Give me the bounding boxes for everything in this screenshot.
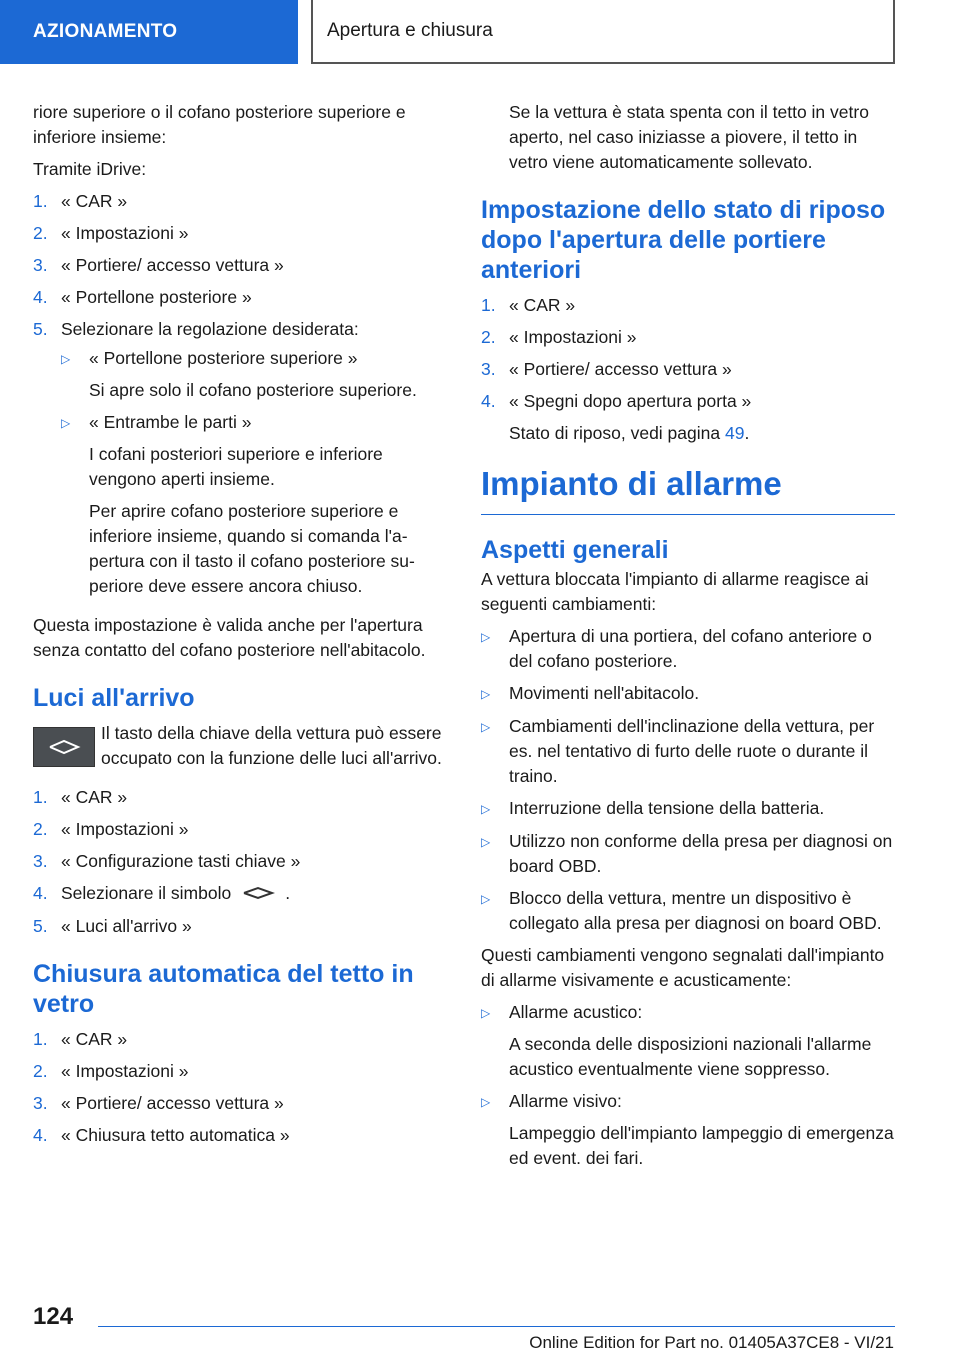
steps-list: [33, 785, 447, 939]
chapter-title: Apertura e chiusura: [327, 20, 493, 41]
paragraph: riore superiore o il cofano posteriore superiore e inferiore insieme:: [33, 102, 406, 147]
triangle-bullet-icon: ▷: [481, 1095, 491, 1109]
list-item: 1. « CAR »: [481, 295, 576, 315]
paragraph: A vettura bloccata l'impianto di allarme reagisce ai seguenti cambiamenti:: [481, 569, 869, 614]
list-item: 3. « Configurazione tasti chiave »: [33, 851, 301, 871]
list-item: 3. « Portiere/ accesso vettura »: [33, 255, 284, 275]
heading-chiusura: Chiusura automatica del tetto in vetro: [33, 959, 414, 1018]
lights-symbol-icon: [241, 882, 275, 907]
list-item: 4. « Portellone posteriore »: [33, 287, 252, 307]
list-item: 2. « Impostazioni »: [33, 1060, 189, 1081]
list-item: ▷ Utilizzo non conforme della presa per diagnosi on board OBD.: [481, 829, 895, 879]
steps-list: [481, 293, 895, 446]
list-item: 4. Selezionare il simbolo .: [33, 881, 447, 907]
list-item: 3. « Portiere/ accesso vettura »: [481, 359, 732, 379]
triangle-bullet-icon: ▷: [61, 416, 71, 430]
key-lights-icon: [33, 727, 95, 767]
list-item: ▷ Interruzione della tensione della batteria.: [481, 796, 895, 822]
list-item: ▷ Movimenti nell'abitacolo.: [481, 681, 895, 707]
triangle-bullet-icon: ▷: [61, 352, 71, 366]
list-item: ▷ Allarme acustico: A seconda delle disposizioni nazionali l'allarme acustico eventualmente viene soppresso.: [481, 1000, 895, 1082]
footer-divider: [98, 1326, 895, 1327]
heading-luci: Luci all'arrivo: [33, 684, 195, 712]
list-item: 2. « Impostazioni »: [33, 819, 189, 839]
triangle-bullet-icon: ▷: [481, 802, 491, 816]
triangle-bullet-icon: ▷: [481, 687, 491, 701]
alarms-list: [481, 1000, 895, 1171]
paragraph: Questi cambiamenti vengono segnalati dall'impianto di allarme visivamente e acusticamente:: [481, 945, 885, 990]
left-column: [33, 100, 447, 1155]
paragraph: Questa impostazione è valida anche per l'apertura senza contatto del cofano posteriore nell'abitacolo.: [33, 615, 426, 660]
paragraph: Se la vettura è stata spenta con il tetto in vetro aperto, nel caso iniziasse a piovere, il tetto in vetro viene automaticamente sollevato.: [509, 102, 869, 172]
steps-list: [33, 1027, 447, 1148]
steps-list: [33, 189, 447, 606]
list-item: ▷ « Entrambe le parti » I cofani posteriori superiore e inferiore vengono aperti insieme. Per aprire cofano posteriore superiore e inferiore insieme, quando si comanda l'apertura con il tasto il cofano posteriore superiore deve essere ancora chiuso.: [61, 410, 447, 599]
list-item: ▷ « Portellone posteriore superiore » Si apre solo il cofano posteriore superiore.: [61, 346, 447, 403]
section-tab: [0, 0, 298, 64]
list-item: 4. « Chiusura tetto automatica »: [33, 1124, 290, 1145]
list-item: 4. « Spegni dopo apertura porta » Stato di riposo, vedi pagina 49.: [481, 391, 752, 443]
triangle-bullet-icon: ▷: [481, 835, 491, 849]
triangle-bullet-icon: ▷: [481, 1006, 491, 1020]
list-item: 1. « CAR »: [33, 191, 128, 211]
list-item: 2. « Impostazioni »: [33, 223, 189, 243]
list-item: 5. « Luci all'arrivo »: [33, 915, 192, 936]
list-item: 1. « CAR »: [33, 787, 128, 807]
list-item: ▷ Allarme visivo: Lampeggio dell'impianto lampeggio di emergenza ed event. dei fari.: [481, 1089, 895, 1171]
list-item: 1. « CAR »: [33, 1028, 128, 1049]
list-item: 2. « Impostazioni »: [481, 327, 637, 347]
triangle-bullet-icon: ▷: [481, 892, 491, 906]
triangle-bullet-icon: ▷: [481, 630, 491, 644]
list-item: ▷ Cambiamenti dell'inclinazione della vettura, per es. nel tentativo di furto delle ruote o durante il traino.: [481, 714, 895, 789]
page-number: 124: [33, 1303, 74, 1330]
paragraph: Tramite iDrive:: [33, 159, 147, 179]
changes-list: [481, 624, 895, 936]
page-link[interactable]: 49: [724, 423, 745, 443]
right-column: [481, 100, 895, 1178]
list-item: ▷ Blocco della vettura, mentre un dispositivo è collegato alla presa per diagnosi on board OBD.: [481, 886, 895, 936]
list-item: 3. « Portiere/ accesso vettura »: [33, 1092, 284, 1113]
paragraph: Il tasto della chiave della vettura può essere occupato con la funzione delle luci all'arrivo.: [101, 723, 442, 768]
section-title: AZIONAMENTO: [33, 21, 178, 42]
triangle-bullet-icon: ▷: [481, 720, 491, 734]
heading-allarme: Impianto di allarme: [481, 464, 895, 515]
list-item: ▷ Apertura di una portiera, del cofano anteriore o del cofano posteriore.: [481, 624, 895, 674]
heading-aspetti: Aspetti generali: [481, 536, 669, 564]
heading-riposo: Impostazione dello stato di riposo dopo l'apertura delle portiere anteriori: [481, 196, 886, 284]
options-list: [61, 346, 447, 599]
luci-block: [33, 721, 447, 785]
edition-footer: Online Edition for Part no. 01405A37CE8 - VI/21: [529, 1333, 894, 1352]
list-item: 5. Selezionare la regolazione desiderata: ▷ « Portellone posteriore superiore » Si apre solo il cofano posteriore superiore. ▷ « Entrambe le parti » I cofani posteriori superiore e inferiore vengono aperti insieme. Per aprire cofano posteriore superiore e inferiore insieme, quando si comanda l'apertura con il tasto il cofano posteriore superiore deve essere ancora chiuso.: [33, 317, 447, 606]
chapter-tab: [311, 0, 895, 64]
